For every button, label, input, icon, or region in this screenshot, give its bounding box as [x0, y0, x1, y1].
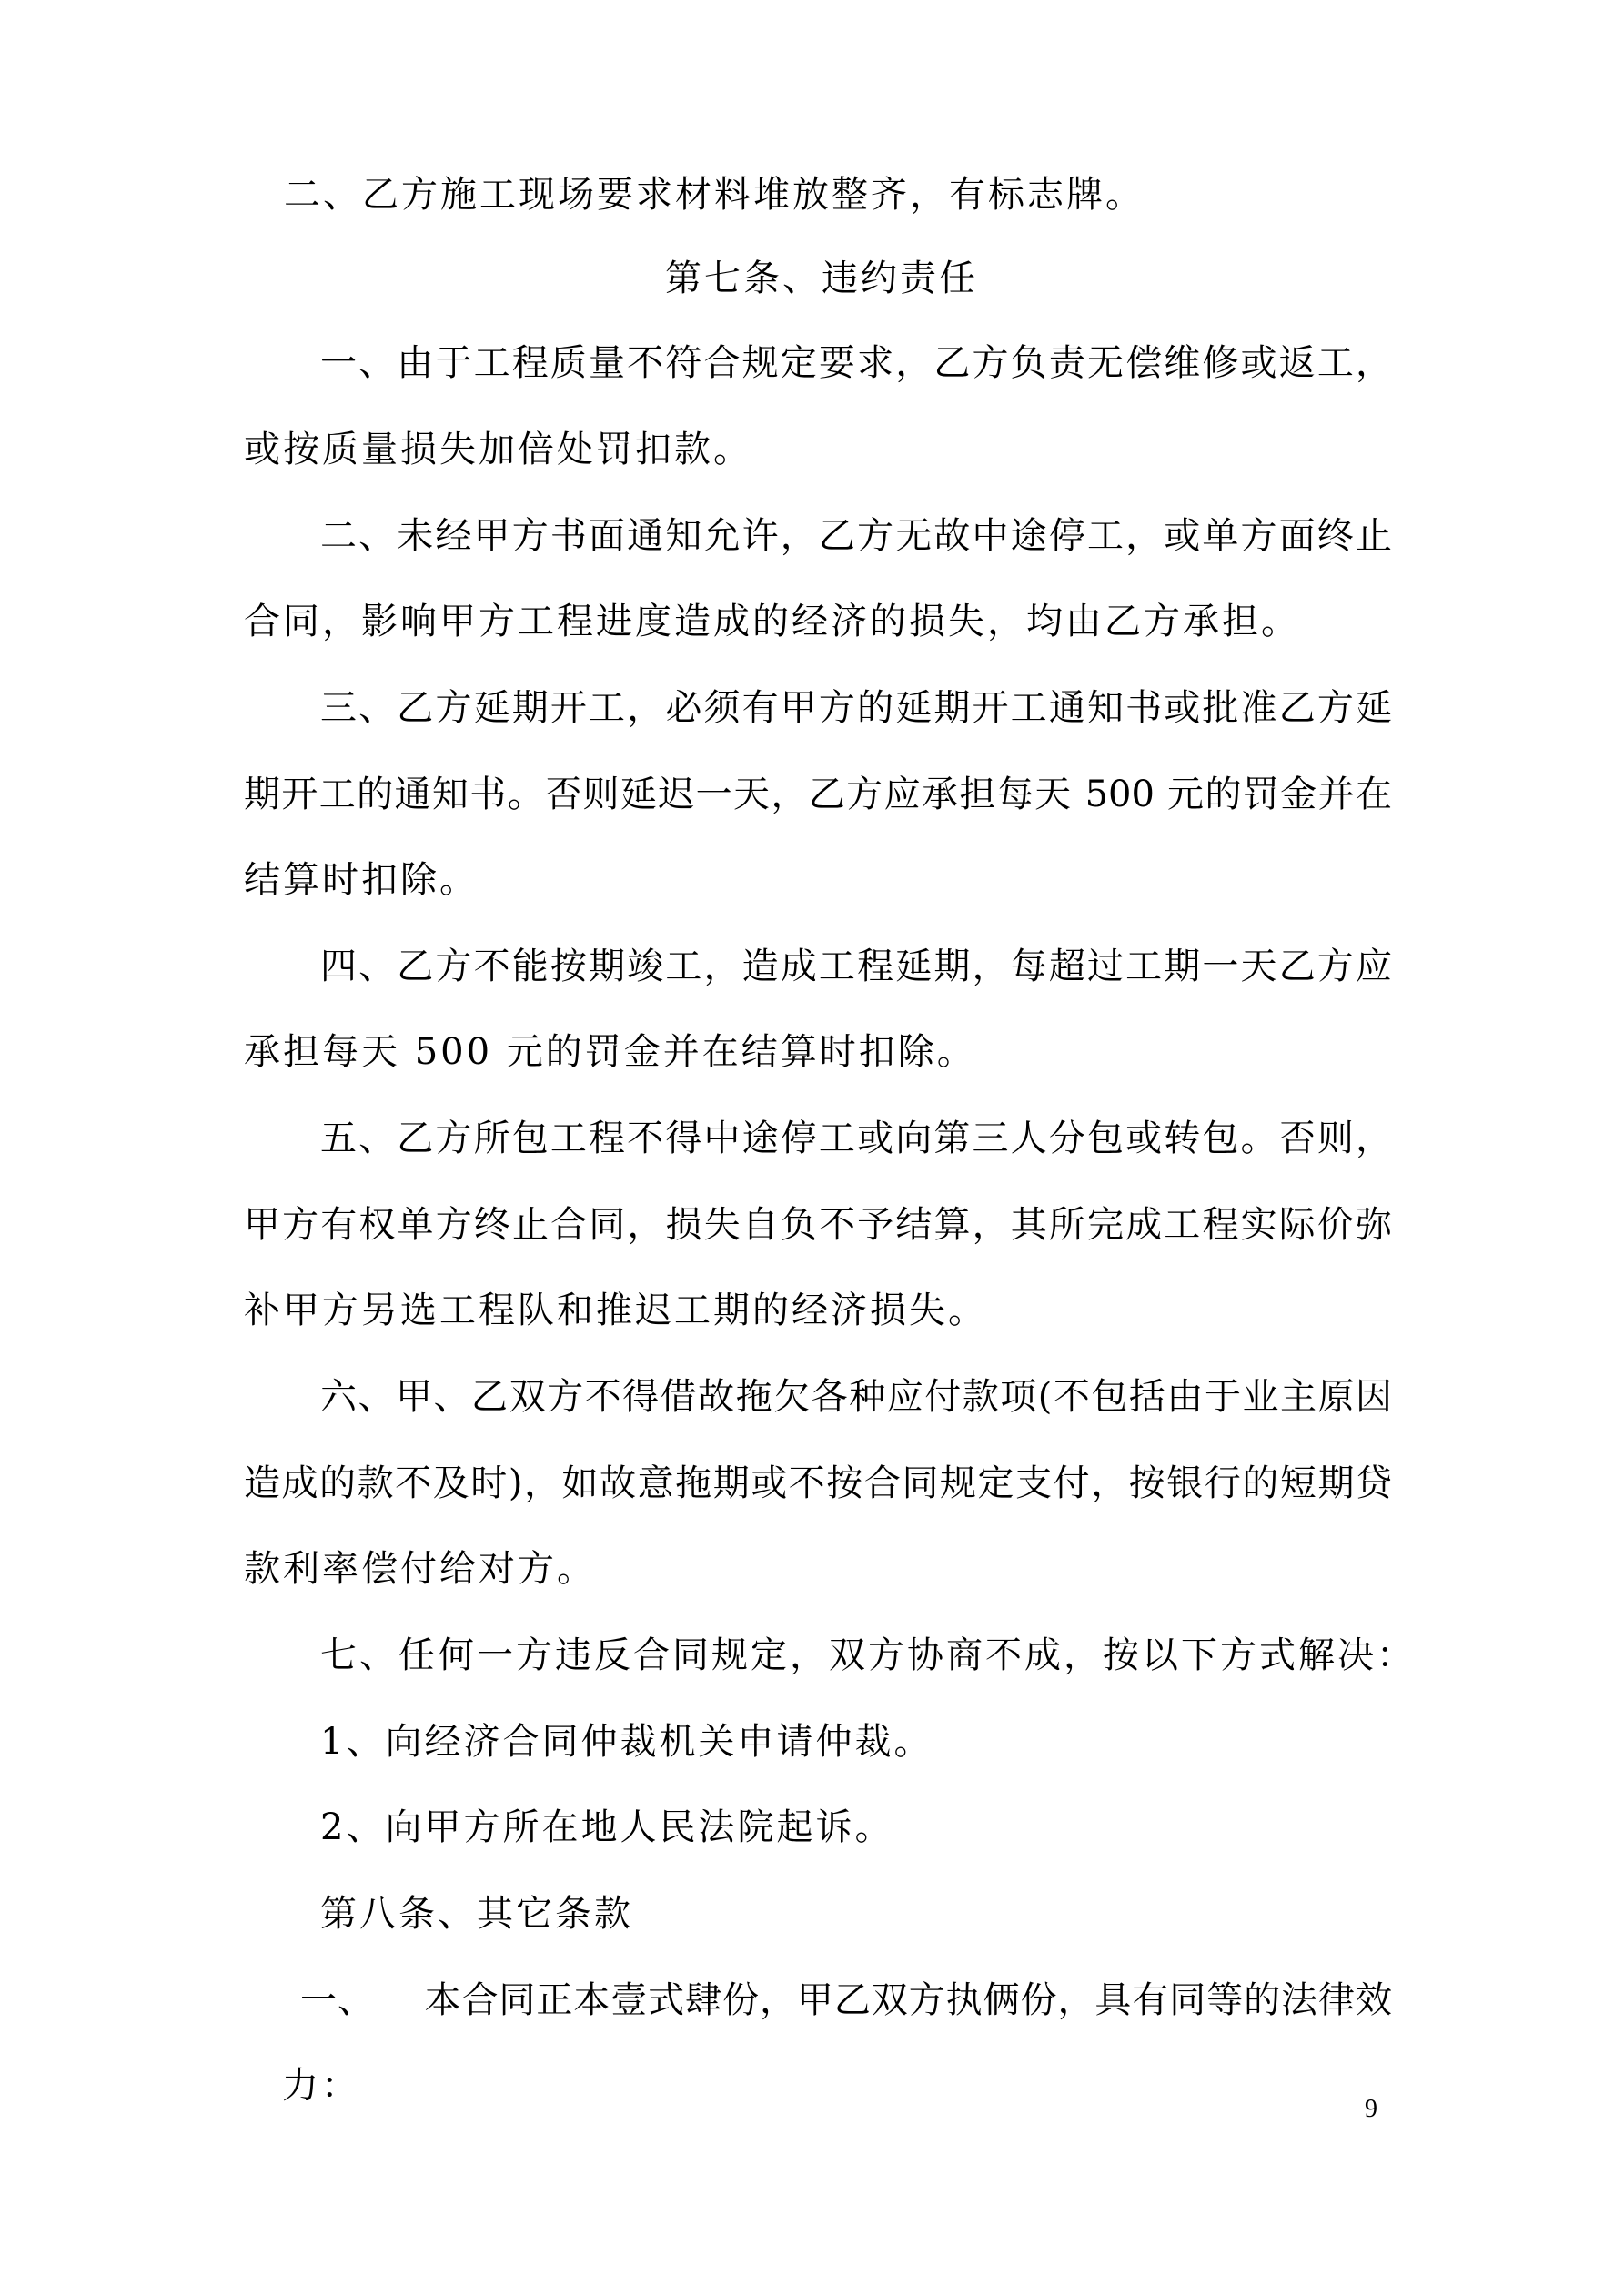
section-heading: 第八条、其它条款 [320, 1893, 633, 1935]
paragraph-line: 三、乙方延期开工，必须有甲方的延期开工通知书或批准乙方延 [320, 687, 1392, 729]
paragraph-line: 五、乙方所包工程不得中途停工或向第三人分包或转包。否则， [320, 1118, 1392, 1159]
paragraph-line: 或按质量损失加倍处罚扣款。 [244, 429, 752, 470]
paragraph-line: 甲方有权单方终止合同，损失自负不予结算，其所完成工程实际价弥 [244, 1204, 1392, 1246]
paragraph-line: 款利率偿付给对方。 [244, 1548, 596, 1590]
paragraph-line: 一、 本合同正本壹式肆份，甲乙双方执俩份，具有同等的法律效 [300, 1979, 1392, 2021]
list-item: 1、向经济合同仲裁机关申请仲裁。 [320, 1721, 933, 1763]
paragraph-line: 期开工的通知书。否则延迟一天，乙方应承担每天 500 元的罚金并在 [244, 774, 1392, 815]
paragraph-line: 补甲方另选工程队和推迟工期的经济损失。 [244, 1290, 987, 1331]
section-heading: 第七条、违约责任 [665, 258, 978, 299]
page-number: 9 [1365, 2095, 1377, 2123]
paragraph-line: 二、未经甲方书面通知允许，乙方无故中途停工，或单方面终止 [320, 515, 1392, 557]
paragraph-line: 一、由于工程质量不符合规定要求，乙方负责无偿维修或返工， [320, 342, 1392, 384]
paragraph-line: 结算时扣除。 [244, 859, 479, 901]
paragraph-line: 六、甲、乙双方不得借故拖欠各种应付款项(不包括由于业主原因 [320, 1376, 1392, 1418]
paragraph-line: 二、乙方施工现场要求材料堆放整齐，有标志牌。 [284, 174, 1145, 216]
paragraph-line: 承担每天 500 元的罚金并在结算时扣除。 [244, 1031, 976, 1073]
list-item: 2、向甲方所在地人民法院起诉。 [320, 1806, 894, 1848]
paragraph-line: 力： [282, 2065, 360, 2107]
paragraph-line: 合同，影响甲方工程进度造成的经济的损失，均由乙方承担。 [244, 601, 1300, 642]
paragraph-line: 四、乙方不能按期竣工，造成工程延期，每超过工期一天乙方应 [320, 946, 1392, 987]
paragraph-line: 造成的款不及时)，如故意拖期或不按合同规定支付，按银行的短期贷 [244, 1462, 1392, 1504]
paragraph-line: 七、任何一方违反合同规定，双方协商不成，按以下方式解决： [320, 1634, 1416, 1676]
